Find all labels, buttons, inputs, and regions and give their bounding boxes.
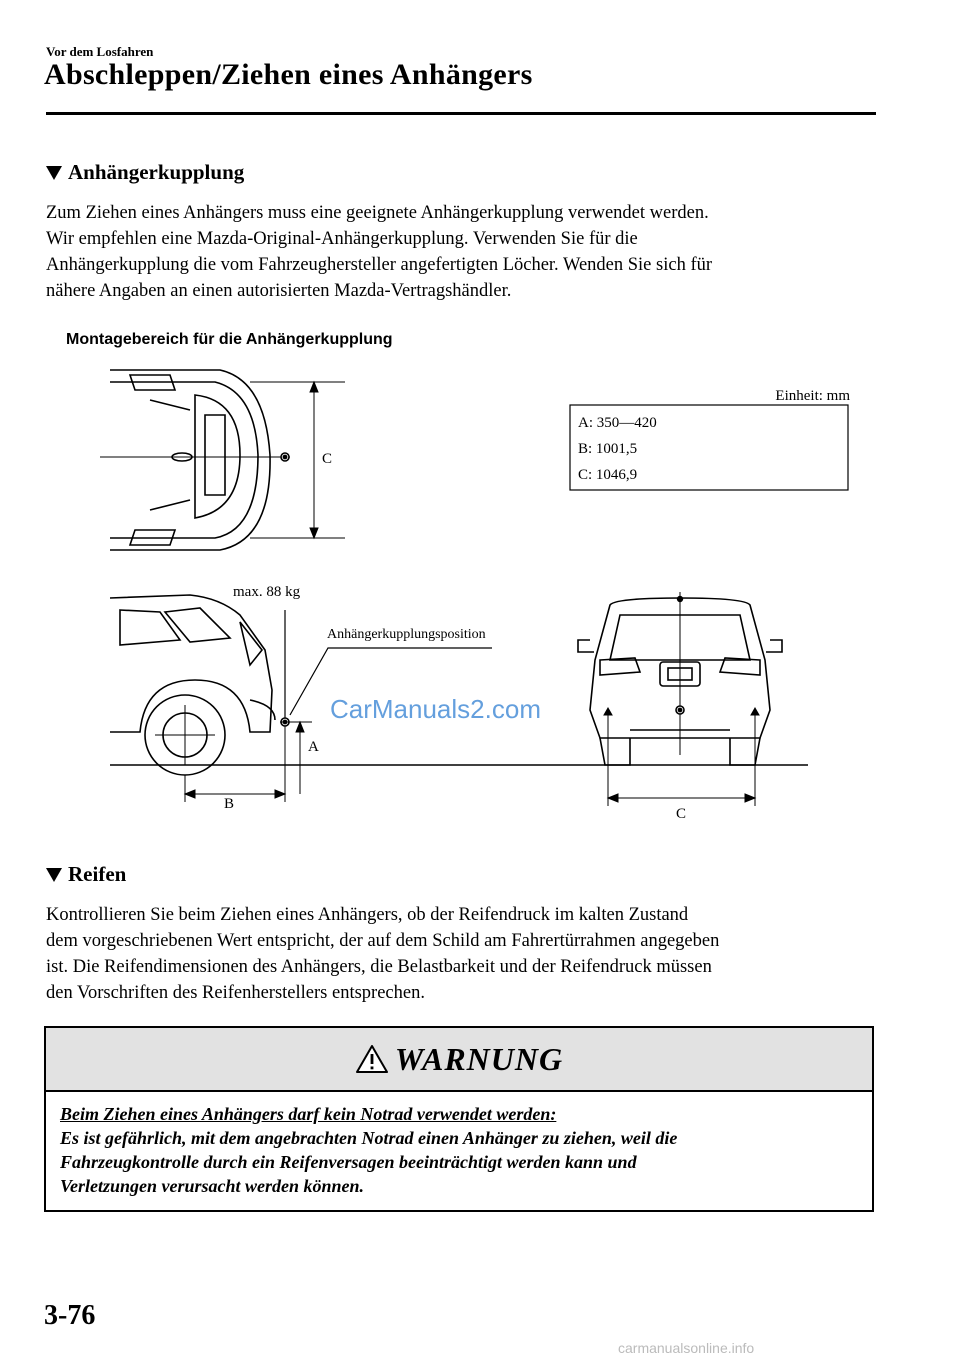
breadcrumb: Vor dem Losfahren — [46, 44, 154, 59]
paragraph-line: den Vorschriften des Reifenherstellers entsprechen. — [46, 983, 425, 1003]
dimension-b — [185, 726, 285, 802]
max-load-label: max. 88 kg — [233, 584, 301, 600]
section-triangle-icon — [46, 166, 62, 180]
dimension-row-a: A: 350—420 — [578, 415, 657, 431]
dimension-label-a: A — [308, 739, 319, 755]
unit-label: Einheit: mm — [775, 388, 850, 404]
section-heading-text: Reifen — [68, 862, 127, 886]
car-rear-view-illustration — [578, 592, 782, 765]
dimension-c-rear — [604, 708, 759, 806]
dimension-row-b: B: 1001,5 — [578, 441, 638, 457]
footer-watermark: carmanualsonline.info — [618, 1340, 755, 1356]
paragraph-line: nähere Angaben an einen autorisierten Mazda-Vertragshändler. — [46, 281, 512, 301]
warning-title: WARNUNG — [394, 1040, 564, 1077]
section-heading-text: Anhängerkupplung — [68, 160, 245, 184]
hitch-diagram — [100, 360, 850, 840]
warning-line: Verletzungen verursacht werden können. — [60, 1176, 365, 1196]
warning-header — [46, 1028, 872, 1092]
paragraph-line: Kontrollieren Sie beim Ziehen eines Anhängers, ob der Reifendruck im kalten Zustand — [46, 905, 689, 925]
dimension-row-c: C: 1046,9 — [578, 467, 638, 483]
car-side-view-illustration — [110, 595, 289, 775]
paragraph-hitch — [46, 200, 876, 304]
dimension-label-c-top: C — [322, 451, 333, 467]
paragraph-line: dem vorgeschriebenen Wert entspricht, der auf dem Schild am Fahrertürrahmen angegeben — [46, 931, 720, 951]
hitch-position-label: Anhängerkupplungsposition — [327, 627, 486, 642]
dimension-label-c-rear: C — [676, 806, 687, 822]
section-heading-tires — [46, 862, 126, 887]
paragraph-line: Anhängerkupplung die vom Fahrzeughersteller angefertigten Löcher. Wenden Sie sich für — [46, 255, 713, 275]
warning-line: Es ist gefährlich, mit dem angebrachten Notrad einen Anhänger zu ziehen, weil die — [60, 1128, 678, 1148]
page-number: 3-76 — [44, 1300, 96, 1331]
paragraph-line: Wir empfehlen eine Mazda-Original-Anhängerkupplung. Verwenden Sie für die — [46, 229, 638, 249]
car-top-view-illustration — [100, 370, 290, 550]
dimension-label-b: B — [224, 796, 235, 812]
warning-triangle-icon — [355, 1044, 389, 1074]
section-triangle-icon — [46, 868, 62, 882]
overlay-watermark: CarManuals2.com — [330, 694, 541, 724]
warning-box — [44, 1026, 874, 1212]
section-heading-hitch — [46, 160, 244, 185]
paragraph-tires — [46, 902, 876, 1006]
header-rule — [46, 112, 876, 115]
warning-line: Fahrzeugkontrolle durch ein Reifenversagen beeinträchtigt werden kann und — [60, 1152, 637, 1172]
figure-caption: Montagebereich für die Anhängerkupplung — [66, 331, 393, 348]
chapter-title: Abschleppen/Ziehen eines Anhängers — [44, 58, 533, 91]
warning-lead: Beim Ziehen eines Anhängers darf kein Notrad verwendet werden: — [60, 1104, 557, 1124]
warning-body — [46, 1092, 872, 1198]
paragraph-line: Zum Ziehen eines Anhängers muss eine geeignete Anhängerkupplung verwendet werden. — [46, 203, 709, 223]
paragraph-line: ist. Die Reifendimensionen des Anhängers, die Belastbarkeit und der Reifendruck müssen — [46, 957, 712, 977]
